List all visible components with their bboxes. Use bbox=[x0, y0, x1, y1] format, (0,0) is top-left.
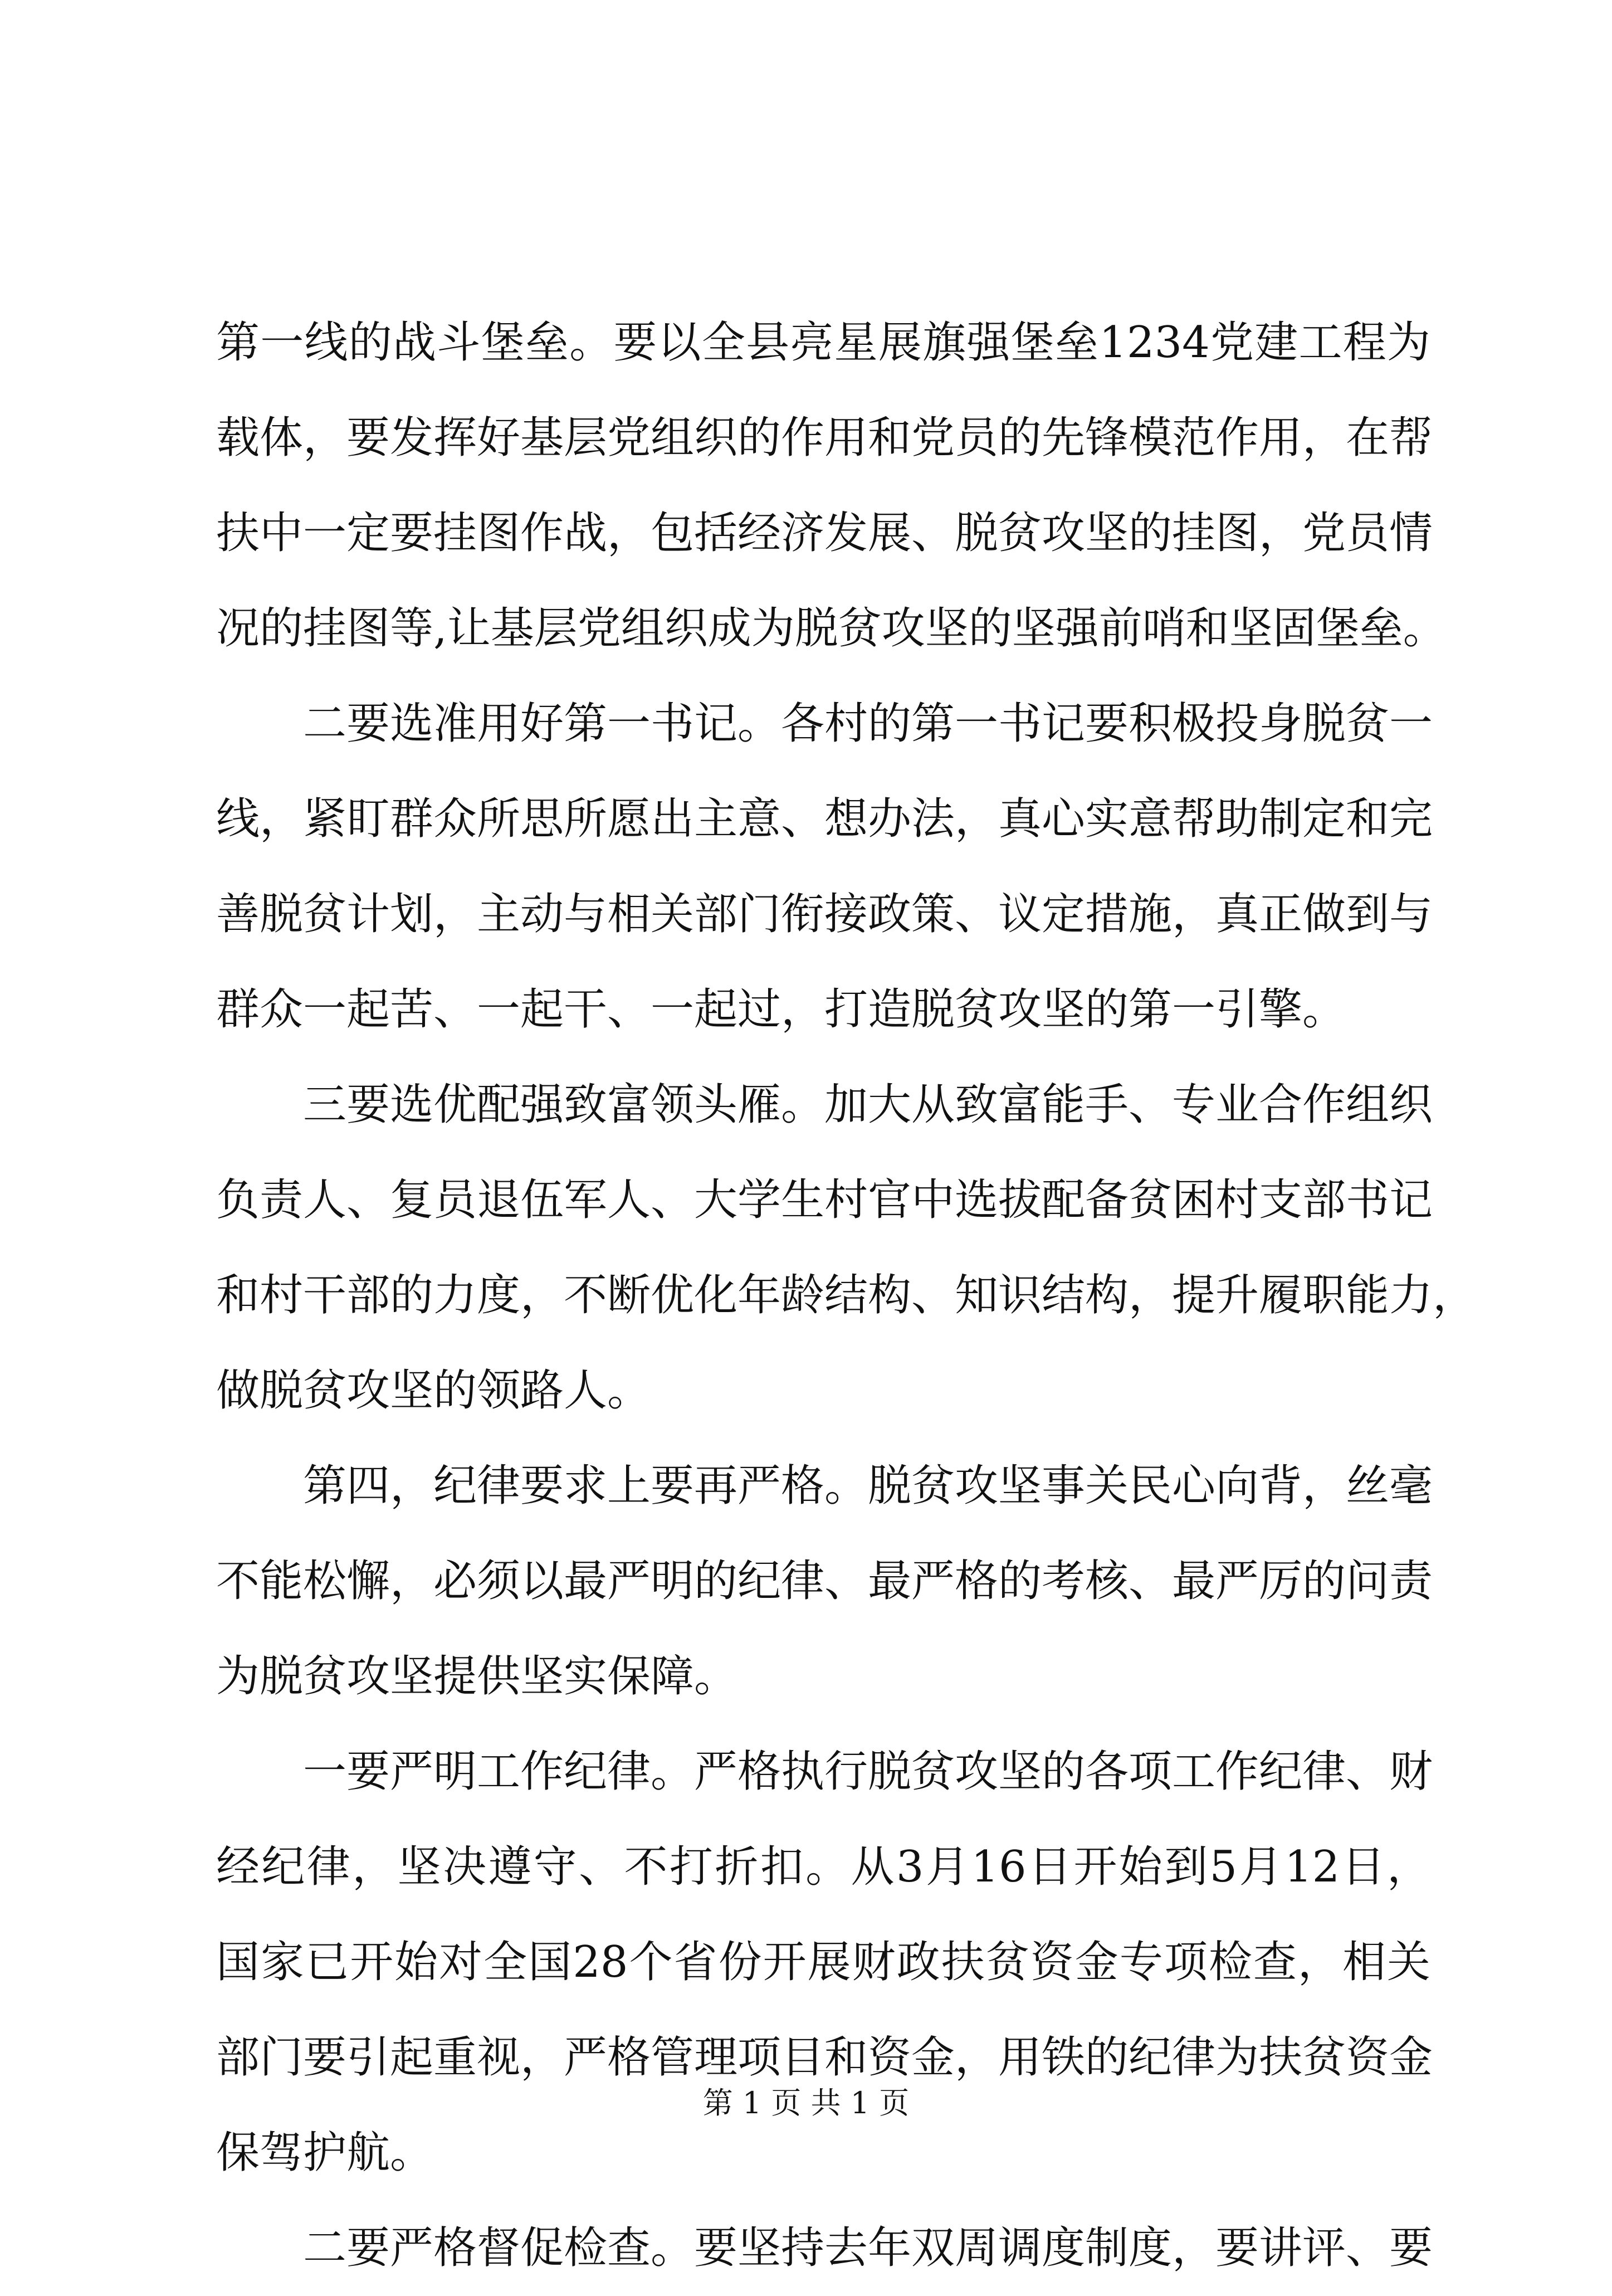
text-line: 载体，要发挥好基层党组织的作用和党员的先锋模范作用，在帮 bbox=[216, 413, 1433, 463]
text-line: 和村干部的力度，不断优化年龄结构、知识结构，提升履职能力， bbox=[216, 1270, 1477, 1320]
paragraph-5 bbox=[216, 1724, 1433, 2201]
text-line: 一要严明工作纪律。严格执行脱贫攻坚的各项工作纪律、财 bbox=[303, 1747, 1433, 1797]
page-number-label: 第 1 页 共 1 页 bbox=[702, 2085, 910, 2120]
text-line: 为脱贫攻坚提供坚实保障。 bbox=[216, 1651, 738, 1702]
text-line: 二要选准用好第一书记。各村的第一书记要积极投身脱贫一 bbox=[303, 699, 1433, 749]
document-body bbox=[216, 295, 1477, 2296]
text-line: 第一线的战斗堡垒。要以全县亮星展旗强堡垒1234党建工程为 bbox=[216, 318, 1430, 368]
text-line: 群众一起苦、一起干、一起过，打造脱贫攻坚的第一引擎。 bbox=[216, 984, 1346, 1035]
page-footer bbox=[0, 2081, 1612, 2126]
text-line: 况的挂图等,让基层党组织成为脱贫攻坚的坚强前哨和坚固堡垒。 bbox=[216, 603, 1447, 654]
text-line: 第四，纪律要求上要再严格。脱贫攻坚事关民心向背，丝毫 bbox=[303, 1461, 1433, 1511]
text-line: 二要严格督促检查。要坚持去年双周调度制度，要讲评、要 bbox=[303, 2223, 1433, 2273]
text-line: 国家已开始对全国28个省份开展财政扶贫资金专项检查，相关 bbox=[216, 1937, 1430, 1987]
text-line: 线，紧盯群众所思所愿出主意、想办法，真心实意帮助制定和完 bbox=[216, 794, 1433, 844]
text-line: 经纪律，坚决遵守、不打折扣。从3月16日开始到5月12日， bbox=[216, 1842, 1430, 1892]
text-line: 负责人、复员退伍军人、大学生村官中选拔配备贫困村支部书记 bbox=[216, 1175, 1433, 1225]
paragraph-6 bbox=[216, 2201, 1433, 2296]
paragraph-2 bbox=[216, 676, 1433, 1057]
text-line: 做脱贫攻坚的领路人。 bbox=[216, 1366, 651, 1416]
text-line: 三要选优配强致富领头雁。加大从致富能手、专业合作组织 bbox=[303, 1080, 1433, 1130]
text-line: 部门要引起重视，严格管理项目和资金，用铁的纪律为扶贫资金 bbox=[216, 2032, 1433, 2083]
paragraph-1 bbox=[216, 295, 1447, 676]
text-line: 扶中一定要挂图作战，包括经济发展、脱贫攻坚的挂图，党员情 bbox=[216, 508, 1433, 558]
text-line: 保驾护航。 bbox=[216, 2128, 434, 2178]
text-line: 善脱贫计划，主动与相关部门衔接政策、议定措施，真正做到与 bbox=[216, 889, 1433, 939]
paragraph-3 bbox=[216, 1057, 1477, 1439]
text-line: 不能松懈，必须以最严明的纪律、最严格的考核、最严厉的问责 bbox=[216, 1556, 1433, 1606]
paragraph-4 bbox=[216, 1439, 1433, 1724]
